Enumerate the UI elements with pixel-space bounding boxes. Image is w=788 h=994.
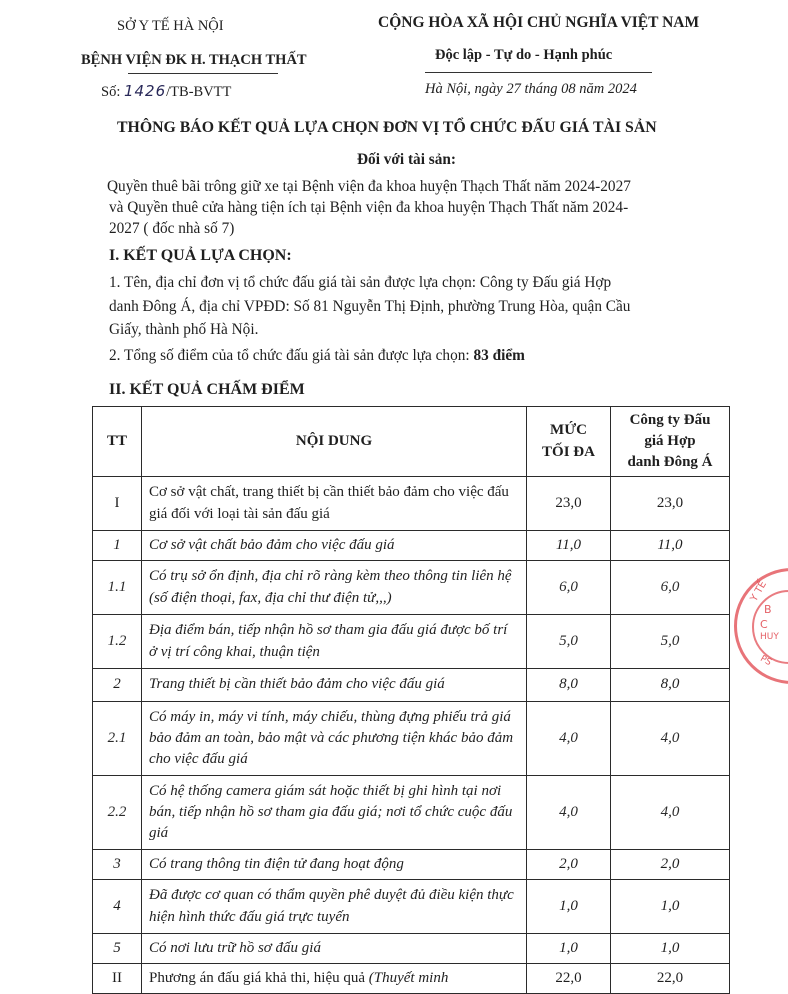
table-row xyxy=(93,477,730,531)
row-tt: 1 xyxy=(93,531,142,561)
ministry-name: SỞ Y TẾ HÀ NỘI xyxy=(117,18,224,34)
header-company-line1: Công ty Đấu xyxy=(629,411,711,428)
row-content-italic: (Thuyết minh xyxy=(368,969,449,986)
table-row xyxy=(93,531,730,561)
result-item1-line1: 1. Tên, địa chỉ đơn vị tổ chức đấu giá tài sản được lựa chọn: Công ty Đấu giá Hợp xyxy=(109,274,612,291)
row-score: 23,0 xyxy=(611,477,730,531)
result-item1-line2: danh Đông Á, địa chỉ VPĐD: Số 81 Nguyễn Thị Định, phường Trung Hòa, quận Cầu xyxy=(109,298,631,315)
row-max: 22,0 xyxy=(527,964,611,994)
row-content-bold: Phương án đấu giá khả thi, hiệu quả xyxy=(149,969,369,986)
total-score-label: 2. Tổng số điểm của tổ chức đấu giá tài sản được lựa chọn: xyxy=(109,347,474,364)
table-row xyxy=(93,702,730,776)
row-score: 4,0 xyxy=(611,776,730,850)
row-score: 1,0 xyxy=(611,934,730,964)
header-company-line3: danh Đông Á xyxy=(627,454,713,471)
row-content: Cơ sở vật chất bảo đảm cho việc đấu giá xyxy=(142,531,527,561)
stamp-text-top: Y TẾ xyxy=(748,579,770,604)
row-content: Có nơi lưu trữ hồ sơ đấu giá xyxy=(142,934,527,964)
asset-desc-line3: 2027 ( đốc nhà số 7) xyxy=(109,220,235,237)
row-max: 5,0 xyxy=(527,615,611,669)
row-content: Có máy in, máy vi tính, máy chiếu, thùng đựng phiếu trả giá bảo đảm an toàn, bảo mật và các phương tiện khác bảo đảm cho việc đấu giá xyxy=(142,702,527,776)
country-name: CỘNG HÒA XÃ HỘI CHỦ NGHĨA VIỆT NAM xyxy=(378,14,700,31)
row-content xyxy=(142,964,527,994)
score-table xyxy=(92,406,730,994)
row-content: Cơ sở vật chất, trang thiết bị cần thiết bảo đảm cho việc đấu giá đối với loại tài sản đấu giá xyxy=(142,477,527,531)
table-row xyxy=(93,615,730,669)
document-number xyxy=(101,82,231,101)
row-score: 22,0 xyxy=(611,964,730,994)
row-score: 4,0 xyxy=(611,702,730,776)
row-content: Đã được cơ quan có thẩm quyền phê duyệt đủ điều kiện thực hiện hình thức đấu giá trực tuyến xyxy=(142,880,527,934)
row-tt: 4 xyxy=(93,880,142,934)
doc-number-suffix: /TB-BVTT xyxy=(166,84,232,100)
table-row xyxy=(93,880,730,934)
motto: Độc lập - Tự do - Hạnh phúc xyxy=(435,47,613,63)
row-score: 11,0 xyxy=(611,531,730,561)
row-max: 8,0 xyxy=(527,669,611,702)
row-tt: 2 xyxy=(93,669,142,702)
row-score: 5,0 xyxy=(611,615,730,669)
row-max: 1,0 xyxy=(527,880,611,934)
row-tt: II xyxy=(93,964,142,994)
hospital-name: BỆNH VIỆN ĐK H. THẠCH THẤT xyxy=(81,52,307,68)
row-content: Địa điểm bán, tiếp nhận hồ sơ tham gia đấu giá được bố trí ở vị trí công khai, thuận tiện xyxy=(142,615,527,669)
row-max: 2,0 xyxy=(527,850,611,880)
result-item2 xyxy=(109,345,525,366)
row-score: 1,0 xyxy=(611,880,730,934)
section2-heading: II. KẾT QUẢ CHẤM ĐIỂM xyxy=(109,381,305,398)
table-row xyxy=(93,561,730,615)
row-tt: I xyxy=(93,477,142,531)
document-subtitle: Đối với tài sản: xyxy=(357,151,456,168)
section1-heading: I. KẾT QUẢ LỰA CHỌN: xyxy=(109,247,292,264)
header-company-line2: giá Hợp xyxy=(644,432,696,449)
row-max: 23,0 xyxy=(527,477,611,531)
header-right-divider xyxy=(425,72,652,73)
row-content: Trang thiết bị cần thiết bảo đảm cho việc đấu giá xyxy=(142,669,527,702)
stamp-text-huy: HUY xyxy=(760,632,779,642)
row-tt: 2.2 xyxy=(93,776,142,850)
document-title: THÔNG BÁO KẾT QUẢ LỰA CHỌN ĐƠN VỊ TỔ CHỨC ĐẤU GIÁ TÀI SẢN xyxy=(117,119,657,136)
table-row xyxy=(93,934,730,964)
row-score: 6,0 xyxy=(611,561,730,615)
row-tt: 1.1 xyxy=(93,561,142,615)
row-max: 4,0 xyxy=(527,776,611,850)
row-score: 8,0 xyxy=(611,669,730,702)
table-row xyxy=(93,776,730,850)
asset-desc-line1: Quyền thuê bãi trông giữ xe tại Bệnh viện đa khoa huyện Thạch Thất năm 2024-2027 xyxy=(107,178,631,195)
row-content: Có trang thông tin điện tử đang hoạt động xyxy=(142,850,527,880)
row-max: 1,0 xyxy=(527,934,611,964)
header-max xyxy=(527,407,611,477)
row-content: Có trụ sở ổn định, địa chỉ rõ ràng kèm theo thông tin liên hệ (số điện thoại, fax, địa chỉ thư điện tử,,,) xyxy=(142,561,527,615)
stamp-text-b: B xyxy=(764,603,772,616)
table-row xyxy=(93,850,730,880)
stamp-text-bottom: PS xyxy=(758,653,773,669)
header-max-line2: TỐI ĐA xyxy=(542,443,595,460)
row-max: 11,0 xyxy=(527,531,611,561)
row-score: 2,0 xyxy=(611,850,730,880)
header-company xyxy=(611,407,730,477)
table-header-row xyxy=(93,407,730,477)
doc-number-handwritten: 1426 xyxy=(123,82,167,100)
issue-date: Hà Nội, ngày 27 tháng 08 năm 2024 xyxy=(425,81,637,97)
table-row xyxy=(93,669,730,702)
row-tt: 1.2 xyxy=(93,615,142,669)
result-item1-line3: Giấy, thành phố Hà Nội. xyxy=(109,321,259,338)
total-score-value: 83 điểm xyxy=(473,347,525,364)
asset-desc-line2: và Quyền thuê cửa hàng tiện ích tại Bệnh viện đa khoa huyện Thạch Thất năm 2024- xyxy=(109,199,629,216)
header-tt: TT xyxy=(93,407,142,477)
table-row xyxy=(93,964,730,994)
row-tt: 3 xyxy=(93,850,142,880)
row-max: 4,0 xyxy=(527,702,611,776)
doc-number-prefix: Số: xyxy=(101,84,121,100)
row-tt: 5 xyxy=(93,934,142,964)
row-content: Có hệ thống camera giám sát hoặc thiết bị ghi hình tại nơi bán, tiếp nhận hồ sơ tham gia đấu giá; nơi tổ chức cuộc đấu giá xyxy=(142,776,527,850)
header-max-line1: MỨC xyxy=(550,422,587,439)
stamp-text-c: C xyxy=(760,618,768,631)
row-tt: 2.1 xyxy=(93,702,142,776)
row-max: 6,0 xyxy=(527,561,611,615)
header-content: NỘI DUNG xyxy=(142,407,527,477)
header-left-divider xyxy=(128,73,278,74)
